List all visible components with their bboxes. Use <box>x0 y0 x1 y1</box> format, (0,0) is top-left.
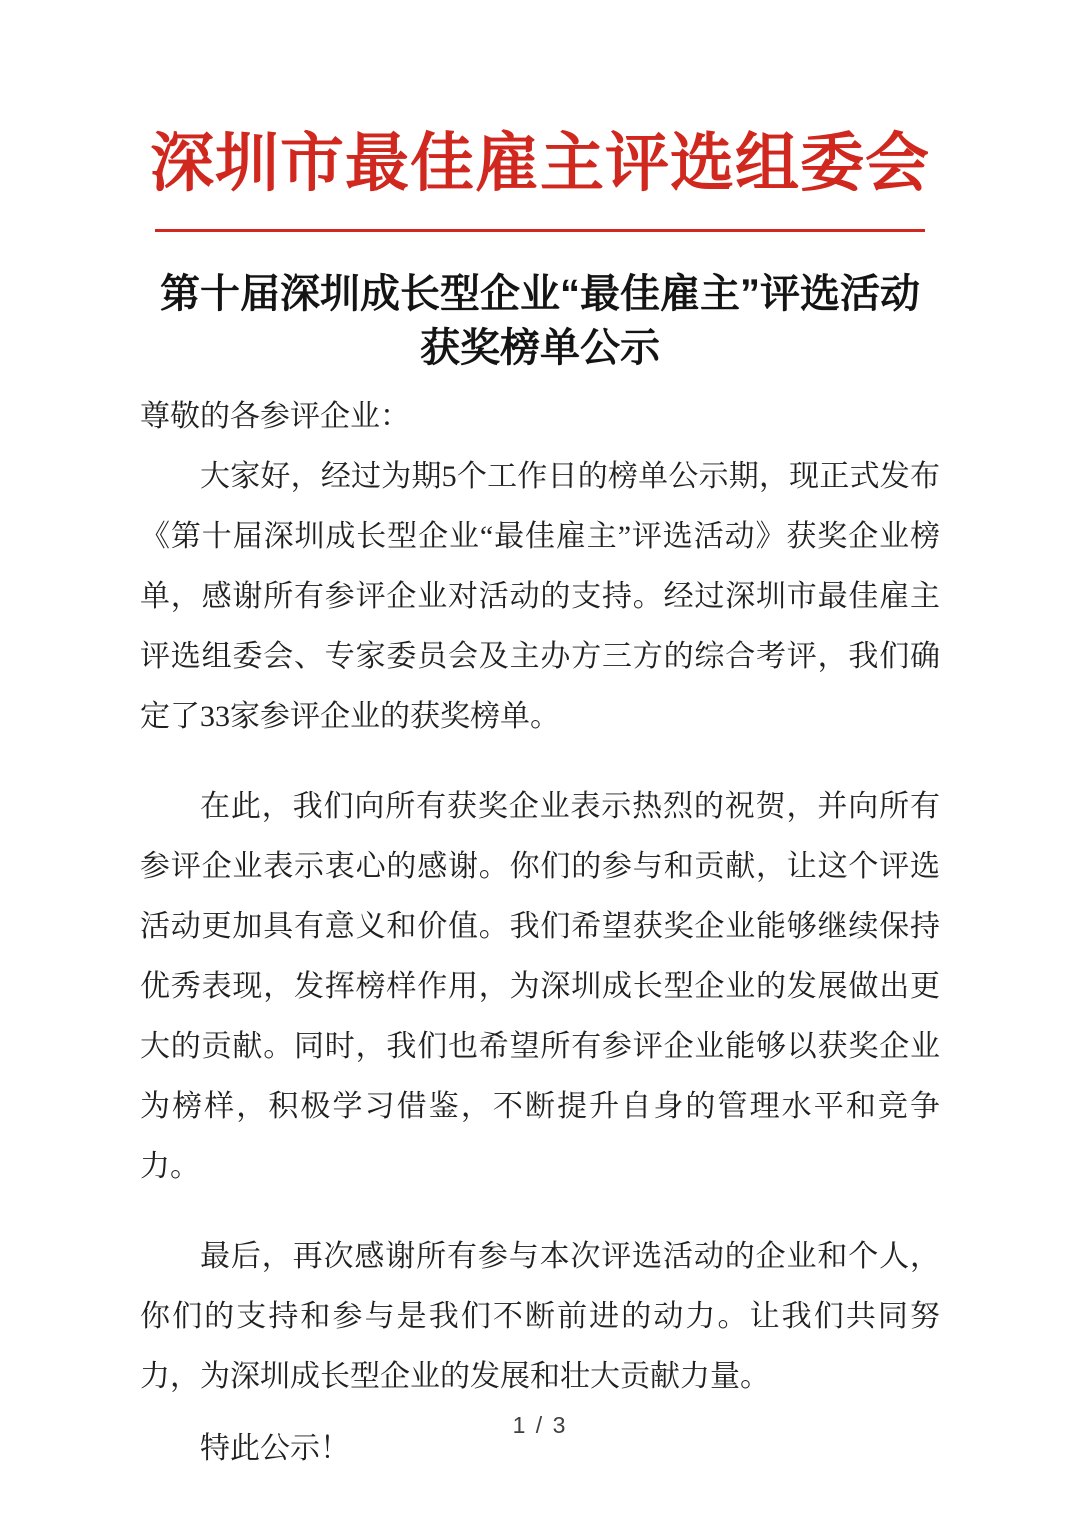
body-paragraph: 大家好，经过为期5个工作日的榜单公示期，现正式发布《第十届深圳成长型企业“最佳雇主”评选活动》获奖企业榜单，感谢所有参评企业对活动的支持。经过深圳市最佳雇主评选组委会、专家委员会及主办方三方的综合考评，我们确定了33家参评企业的获奖榜单。 <box>140 460 940 733</box>
header-divider <box>155 229 925 232</box>
salutation: 尊敬的各参评企业： <box>140 400 410 433</box>
document-body <box>140 387 940 1479</box>
closing-statement: 特此公示！ <box>200 1432 350 1465</box>
body-paragraph: 最后，再次感谢所有参与本次评选活动的企业和个人，你们的支持和参与是我们不断前进的动力。让我们共同努力，为深圳成长型企业的发展和壮大贡献力量。 <box>140 1240 940 1393</box>
document-title-line2: 获奖榜单公示 <box>420 326 660 370</box>
page-number: 1 / 3 <box>512 1412 568 1438</box>
body-paragraph: 在此，我们向所有获奖企业表示热烈的祝贺，并向所有参评企业表示衷心的感谢。你们的参与和贡献，让这个评选活动更加具有意义和价值。我们希望获奖企业能够继续保持优秀表现，发挥榜样作用，为深圳成长型企业的发展做出更大的贡献。同时，我们也希望所有参评企业能够以获奖企业为榜样，积极学习借鉴，不断提升自身的管理水平和竞争力。 <box>140 790 940 1183</box>
document-title <box>0 267 1080 375</box>
document-title-line1: 第十届深圳成长型企业“最佳雇主”评选活动 <box>160 272 920 316</box>
committee-title: 深圳市最佳雇主评选组委会 <box>150 128 930 199</box>
